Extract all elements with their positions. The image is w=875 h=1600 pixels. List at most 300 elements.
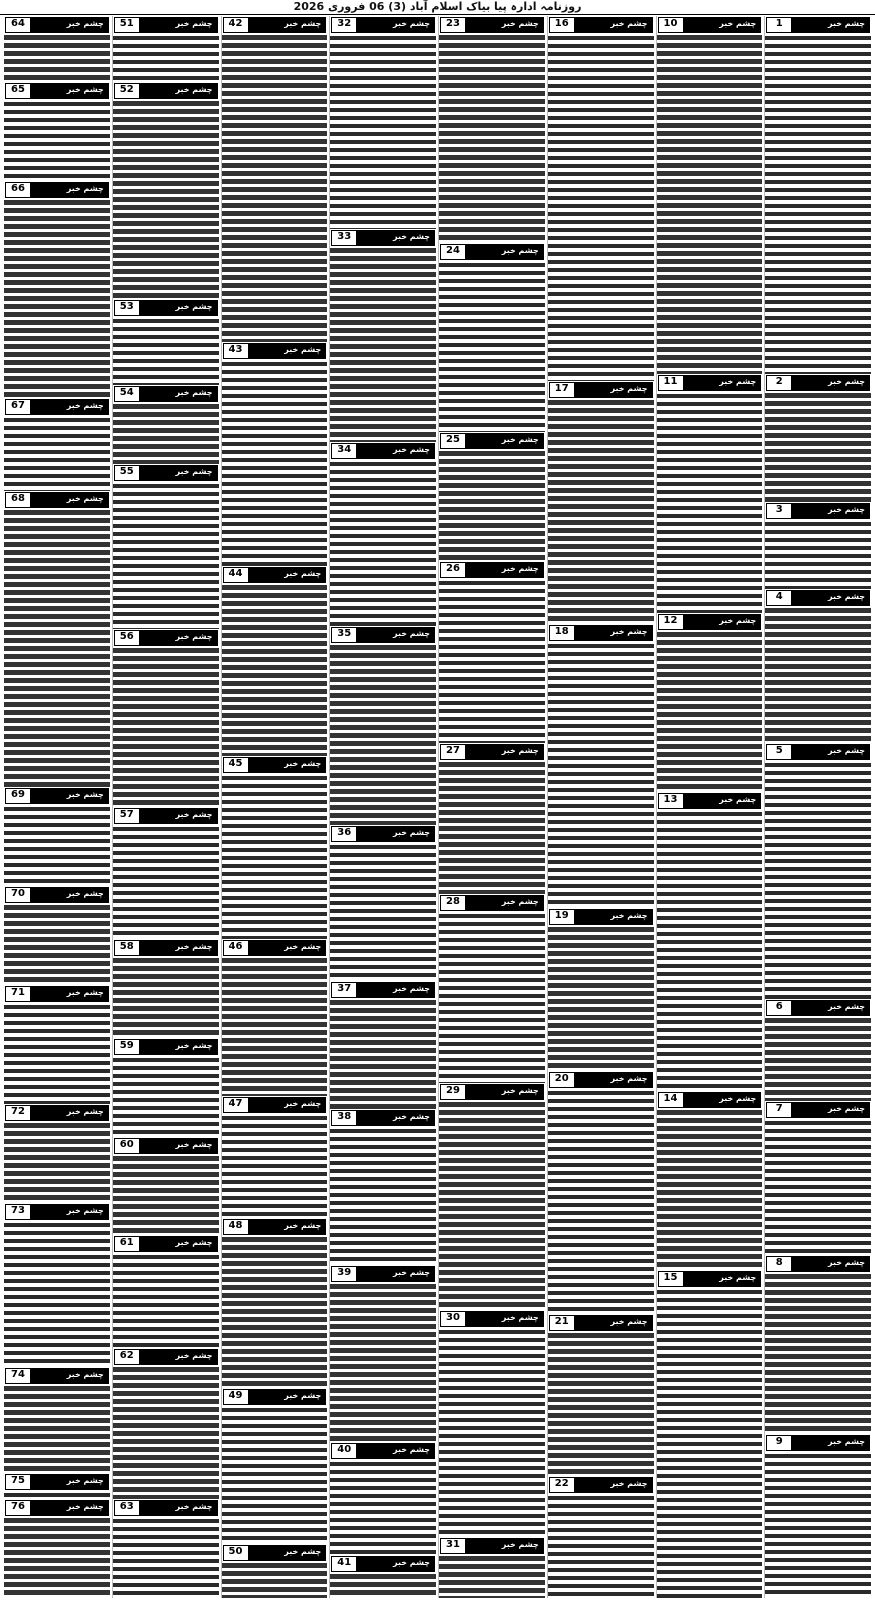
news-item-body-text [330, 34, 436, 229]
news-item [222, 756, 328, 939]
news-item-header [223, 567, 327, 583]
news-item-body-text [439, 761, 545, 894]
news-item-header [440, 17, 544, 33]
news-item-number: 73 [6, 1205, 31, 1219]
news-item-body-text [222, 1562, 328, 1598]
news-item-body-text [548, 1332, 654, 1476]
news-item [4, 1367, 110, 1472]
news-item [4, 82, 110, 181]
news-item-body-text [4, 1491, 110, 1499]
news-item [330, 1442, 436, 1556]
news-item-number: 45 [224, 758, 249, 772]
news-item-header [549, 1477, 653, 1493]
news-item [4, 787, 110, 886]
news-item-header [5, 1474, 109, 1490]
news-item-tag: چشم خبر [466, 18, 543, 32]
news-item-body-text [330, 999, 436, 1109]
news-item-header [766, 17, 870, 33]
news-item-header [5, 887, 109, 903]
news-item-tag: چشم خبر [466, 1085, 543, 1099]
news-item-header [223, 1219, 327, 1235]
news-item [765, 999, 871, 1101]
news-item-number: 66 [6, 183, 31, 197]
news-item-header [331, 1443, 435, 1459]
news-item-body-text [765, 761, 871, 999]
news-item [222, 1218, 328, 1388]
news-item-header [5, 1500, 109, 1516]
news-item-body-text [765, 392, 871, 502]
news-item-number: 19 [550, 910, 575, 924]
news-item-number: 75 [6, 1475, 31, 1489]
news-item-body-text [4, 509, 110, 788]
news-item-number: 55 [115, 466, 140, 480]
news-item-tag: چشم خبر [684, 1272, 761, 1286]
news-item [657, 16, 763, 374]
news-item [765, 502, 871, 589]
news-item-header [549, 625, 653, 641]
news-item-tag: چشم خبر [31, 1106, 108, 1120]
news-item-body-text [765, 1119, 871, 1255]
news-item [765, 589, 871, 743]
news-item-body-text [657, 631, 763, 792]
news-item-header [331, 443, 435, 459]
news-item [548, 1476, 654, 1598]
news-item-body-text [330, 843, 436, 981]
news-item-tag: چشم خبر [31, 1475, 108, 1489]
news-item-tag: چشم خبر [357, 628, 434, 642]
news-item-body-text [548, 926, 654, 1070]
news-item-header [5, 1368, 109, 1384]
news-item-header [766, 1102, 870, 1118]
news-item [330, 1109, 436, 1265]
news-item-number: 43 [224, 344, 249, 358]
news-item-number: 76 [6, 1501, 31, 1515]
news-item-header [223, 940, 327, 956]
news-item-number: 40 [332, 1444, 357, 1458]
news-item-number: 27 [441, 745, 466, 759]
news-item-body-text [222, 1236, 328, 1388]
news-item-header [114, 1138, 218, 1154]
news-item-number: 37 [332, 983, 357, 997]
news-item [222, 1388, 328, 1544]
news-item-header [440, 244, 544, 260]
news-item [548, 1314, 654, 1476]
news-item-header [331, 627, 435, 643]
news-item-number: 9 [767, 1436, 792, 1450]
news-item-tag: چشم خبر [466, 745, 543, 759]
news-item-header [549, 17, 653, 33]
news-item-header [114, 1349, 218, 1365]
news-item [4, 1473, 110, 1499]
news-item-header [5, 83, 109, 99]
news-item-header [766, 1435, 870, 1451]
news-item-header [114, 386, 218, 402]
news-item-number: 1 [767, 18, 792, 32]
news-item [113, 299, 219, 385]
news-item-number: 11 [659, 376, 684, 390]
news-item-header [114, 83, 218, 99]
news-item [4, 1104, 110, 1203]
news-item-tag: چشم خبر [357, 1557, 434, 1571]
news-item-tag: چشم خبر [575, 18, 652, 32]
news-item-body-text [4, 100, 110, 181]
news-item-body-text [113, 403, 219, 464]
news-item [765, 374, 871, 502]
news-item [4, 886, 110, 985]
masthead: روزنامہ ادارہ پیا بیاک اسلام آباد (3) 06 فروری 2026 [0, 0, 875, 15]
news-item-header [440, 744, 544, 760]
news-item-tag: چشم خبر [792, 1103, 869, 1117]
news-item-body-text [657, 1288, 763, 1598]
news-item-number: 68 [6, 493, 31, 507]
news-item-tag: چشم خبر [466, 563, 543, 577]
news-item-header [766, 1256, 870, 1272]
news-item-number: 28 [441, 896, 466, 910]
news-item-number: 57 [115, 809, 140, 823]
news-item-body-text [113, 957, 219, 1038]
news-item-header [440, 1084, 544, 1100]
news-item-tag: چشم خبر [684, 18, 761, 32]
news-item-number: 54 [115, 387, 140, 401]
news-item-tag: چشم خبر [357, 444, 434, 458]
news-item [765, 16, 871, 374]
news-item [657, 1270, 763, 1598]
news-item-number: 59 [115, 1040, 140, 1054]
news-column [112, 16, 219, 1598]
news-item-tag: چشم خبر [31, 183, 108, 197]
news-item-number: 38 [332, 1111, 357, 1125]
news-item [4, 398, 110, 490]
news-item [439, 561, 545, 743]
news-item-header [114, 808, 218, 824]
news-item-header [114, 1500, 218, 1516]
news-item-tag: چشم خبر [792, 376, 869, 390]
news-item-tag: چشم خبر [466, 1539, 543, 1553]
news-item-header [5, 788, 109, 804]
news-item-body-text [4, 1385, 110, 1472]
news-item [4, 16, 110, 82]
news-item-header [766, 744, 870, 760]
news-item-tag: چشم خبر [249, 1546, 326, 1560]
news-item-body-text [222, 1406, 328, 1544]
news-column [438, 16, 545, 1598]
news-item [439, 432, 545, 561]
newspaper-page [4, 16, 871, 1598]
news-item [548, 624, 654, 908]
news-item-header [5, 1105, 109, 1121]
news-item-number: 10 [659, 18, 684, 32]
news-item-number: 39 [332, 1267, 357, 1281]
news-item-body-text [765, 607, 871, 743]
news-item-header [114, 1039, 218, 1055]
news-item-header [658, 793, 762, 809]
news-item-header [549, 909, 653, 925]
news-item-number: 6 [767, 1001, 792, 1015]
news-item [4, 1499, 110, 1598]
news-item-tag: چشم خبر [792, 504, 869, 518]
news-item-header [549, 382, 653, 398]
news-item-header [5, 399, 109, 415]
news-item [222, 1096, 328, 1218]
news-item-body-text [222, 34, 328, 342]
news-item [4, 1203, 110, 1368]
news-item-tag: چشم خبر [140, 1139, 217, 1153]
news-item [439, 743, 545, 894]
news-item-tag: چشم خبر [31, 400, 108, 414]
news-item [222, 342, 328, 566]
news-item-number: 52 [115, 84, 140, 98]
news-item-tag: چشم خبر [249, 941, 326, 955]
news-item-header [5, 182, 109, 198]
news-item-header [766, 590, 870, 606]
news-item-body-text [222, 774, 328, 939]
news-item-header [114, 465, 218, 481]
news-item-body-text [548, 34, 654, 381]
news-item-header [331, 230, 435, 246]
news-item [765, 1255, 871, 1434]
news-item-number: 12 [659, 615, 684, 629]
news-item-tag: چشم خبر [31, 789, 108, 803]
news-item-number: 49 [224, 1390, 249, 1404]
news-item [439, 1537, 545, 1598]
news-item-number: 7 [767, 1103, 792, 1117]
news-item-tag: چشم خبر [31, 84, 108, 98]
news-item-tag: چشم خبر [249, 1220, 326, 1234]
news-item [113, 939, 219, 1038]
news-item-body-text [330, 247, 436, 442]
news-item-tag: چشم خبر [575, 1073, 652, 1087]
news-item-number: 23 [441, 18, 466, 32]
news-item-number: 60 [115, 1139, 140, 1153]
news-item [113, 82, 219, 300]
news-item-tag: چشم خبر [466, 434, 543, 448]
news-item-header [766, 503, 870, 519]
news-item-tag: چشم خبر [249, 18, 326, 32]
news-item-tag: چشم خبر [466, 1312, 543, 1326]
news-item-tag: چشم خبر [792, 1001, 869, 1015]
news-item-header [223, 1545, 327, 1561]
news-item-tag: چشم خبر [357, 1267, 434, 1281]
news-item-number: 34 [332, 444, 357, 458]
news-item-header [223, 757, 327, 773]
news-item-body-text [439, 34, 545, 243]
news-item-tag: چشم خبر [792, 1436, 869, 1450]
news-item [4, 985, 110, 1104]
news-item-number: 32 [332, 18, 357, 32]
news-item-body-text [113, 1155, 219, 1236]
news-item [113, 629, 219, 807]
news-item [548, 1071, 654, 1314]
news-item-header [440, 433, 544, 449]
news-item-body-text [330, 1283, 436, 1442]
news-item-number: 44 [224, 568, 249, 582]
news-item-body-text [222, 957, 328, 1095]
news-item-body-text [330, 644, 436, 825]
news-item-body-text [765, 520, 871, 589]
news-item-body-text [765, 1452, 871, 1598]
news-item-number: 74 [6, 1369, 31, 1383]
news-item [113, 1235, 219, 1347]
news-item-body-text [330, 1573, 436, 1598]
news-item-number: 20 [550, 1073, 575, 1087]
news-item-body-text [4, 904, 110, 985]
news-item [113, 807, 219, 939]
news-item-number: 30 [441, 1312, 466, 1326]
news-item-tag: چشم خبر [249, 1390, 326, 1404]
news-item-tag: چشم خبر [357, 1111, 434, 1125]
news-item [548, 381, 654, 624]
news-item-body-text [439, 912, 545, 1083]
news-item-body-text [548, 1494, 654, 1598]
news-item-header [658, 1092, 762, 1108]
news-item-body-text [113, 1366, 219, 1500]
news-item [330, 1555, 436, 1598]
news-item-tag: چشم خبر [466, 896, 543, 910]
news-item-tag: چشم خبر [249, 568, 326, 582]
news-item [657, 792, 763, 1090]
news-item-tag: چشم خبر [684, 794, 761, 808]
news-item-number: 25 [441, 434, 466, 448]
news-item-tag: چشم خبر [575, 383, 652, 397]
news-item-tag: چشم خبر [140, 941, 217, 955]
news-item [765, 1101, 871, 1255]
news-column [221, 16, 328, 1598]
news-item-number: 31 [441, 1539, 466, 1553]
news-item-body-text [113, 317, 219, 385]
news-item-number: 62 [115, 1350, 140, 1364]
news-item-tag: چشم خبر [357, 231, 434, 245]
news-item-number: 29 [441, 1085, 466, 1099]
news-item-header [331, 982, 435, 998]
news-item-tag: چشم خبر [249, 758, 326, 772]
news-item-header [331, 1266, 435, 1282]
news-item-body-text [657, 1109, 763, 1270]
news-item-tag: چشم خبر [140, 84, 217, 98]
news-item-header [114, 300, 218, 316]
news-item-header [5, 492, 109, 508]
news-item-header [440, 1538, 544, 1554]
news-item-header [223, 343, 327, 359]
news-item-number: 71 [6, 987, 31, 1001]
news-item-tag: چشم خبر [140, 1040, 217, 1054]
news-item-number: 16 [550, 18, 575, 32]
news-item-header [440, 562, 544, 578]
news-item-body-text [222, 584, 328, 756]
news-item-number: 41 [332, 1557, 357, 1571]
news-item-tag: چشم خبر [140, 809, 217, 823]
news-item-body-text [657, 34, 763, 374]
news-item-number: 63 [115, 1501, 140, 1515]
news-item-body-text [657, 810, 763, 1090]
news-item [113, 1499, 219, 1598]
news-item-body-text [330, 460, 436, 626]
news-item [439, 1083, 545, 1310]
news-item-number: 18 [550, 626, 575, 640]
news-item-number: 53 [115, 301, 140, 315]
news-item [657, 613, 763, 792]
news-item-tag: چشم خبر [575, 910, 652, 924]
news-item-body-text [765, 1017, 871, 1101]
news-item-tag: چشم خبر [140, 301, 217, 315]
news-item-tag: چشم خبر [140, 1237, 217, 1251]
news-item-number: 21 [550, 1316, 575, 1330]
news-item-tag: چشم خبر [140, 18, 217, 32]
news-column [329, 16, 436, 1598]
news-item-body-text [4, 34, 110, 82]
news-item-body-text [657, 392, 763, 613]
news-item [548, 16, 654, 381]
news-item-body-text [439, 450, 545, 561]
news-item-tag: چشم خبر [31, 493, 108, 507]
news-item [657, 374, 763, 613]
news-item-number: 24 [441, 245, 466, 259]
news-item-number: 47 [224, 1098, 249, 1112]
news-item-number: 67 [6, 400, 31, 414]
news-item-tag: چشم خبر [792, 18, 869, 32]
news-item [330, 442, 436, 626]
news-item-body-text [4, 416, 110, 490]
news-item-tag: چشم خبر [466, 245, 543, 259]
news-item [657, 1091, 763, 1270]
news-item-number: 13 [659, 794, 684, 808]
news-item-header [5, 1204, 109, 1220]
news-item-body-text [4, 805, 110, 886]
news-item [439, 243, 545, 432]
news-item-number: 3 [767, 504, 792, 518]
news-item [330, 1265, 436, 1442]
news-item-number: 5 [767, 745, 792, 759]
news-item-number: 35 [332, 628, 357, 642]
news-item-number: 72 [6, 1106, 31, 1120]
news-item-body-text [765, 34, 871, 374]
news-item-number: 50 [224, 1546, 249, 1560]
news-item-number: 70 [6, 888, 31, 902]
news-item-body-text [548, 1089, 654, 1314]
news-item-header [114, 1236, 218, 1252]
news-item-tag: چشم خبر [31, 18, 108, 32]
news-item-body-text [439, 1101, 545, 1310]
news-item-number: 36 [332, 827, 357, 841]
news-item-header [114, 940, 218, 956]
news-item-header [549, 1072, 653, 1088]
news-item-number: 48 [224, 1220, 249, 1234]
news-item-body-text [4, 1221, 110, 1368]
news-item-header [658, 375, 762, 391]
news-item-body-text [439, 1555, 545, 1598]
news-item [330, 825, 436, 981]
news-item [439, 894, 545, 1083]
news-item-header [223, 17, 327, 33]
news-item-body-text [222, 360, 328, 566]
news-item-number: 46 [224, 941, 249, 955]
news-item-number: 2 [767, 376, 792, 390]
news-item-body-text [113, 34, 219, 82]
news-item-tag: چشم خبر [140, 1501, 217, 1515]
news-item-header [658, 1271, 762, 1287]
news-item [765, 743, 871, 999]
news-item-tag: چشم خبر [792, 745, 869, 759]
news-item-number: 64 [6, 18, 31, 32]
news-item-number: 4 [767, 591, 792, 605]
news-item-header [549, 1315, 653, 1331]
news-item-header [331, 1110, 435, 1126]
news-item-tag: چشم خبر [792, 591, 869, 605]
news-item-tag: چشم خبر [31, 987, 108, 1001]
news-item-body-text [765, 1273, 871, 1434]
news-item-tag: چشم خبر [31, 1501, 108, 1515]
news-column [656, 16, 763, 1598]
news-item [439, 1310, 545, 1537]
